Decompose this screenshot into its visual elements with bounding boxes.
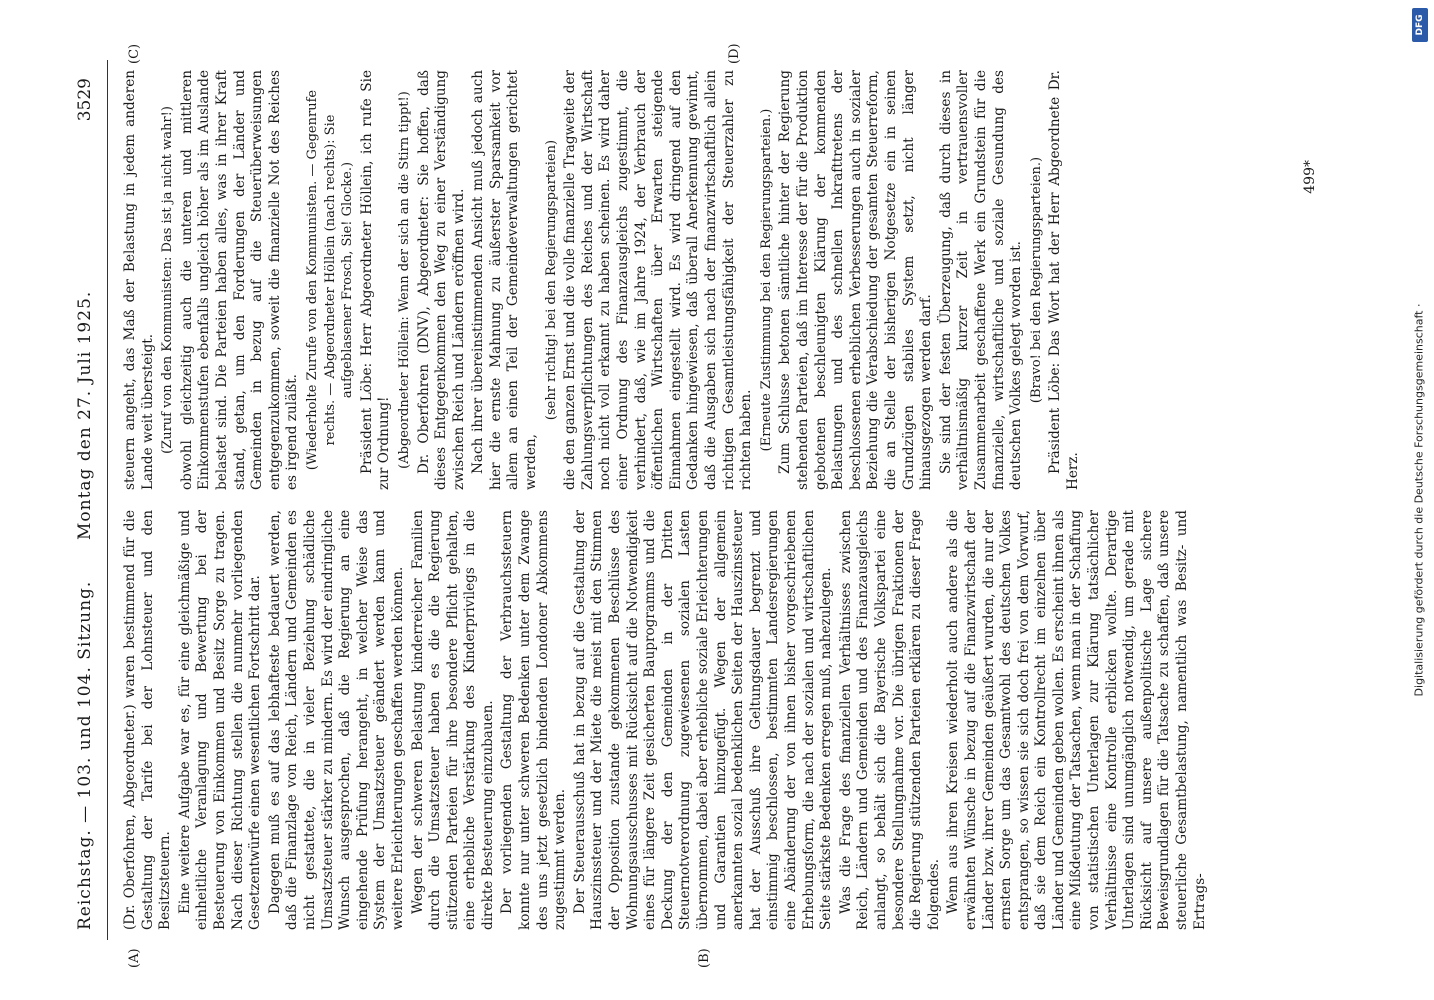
paragraph: die den ganzen Ernst und die volle finanzielle Tragweite der Zahlungsverpflichtungen des Reiches und der Wirtschaft noch nicht voll erkannt zu haben scheinen. Es wird daher einer Ordnung des Finanzausgleichs zugestimmt, die verhindert, daß, wie im Jahre 1924, der Verbrauch der öffentlichen Wirtschaften über Erwarten steigende Einnahmen eingestellt wird. Es wird dringend auf den Gedanken hingewiesen, daß überall Anerkennung gewinnt, daß die Ausgaben sich nach der finanzwirtschaftlich allein richtigen Gesamtleistungsfähigkeit der Steuerzahler zu richten haben. <box>562 70 755 490</box>
signature-mark: 499* <box>1302 160 1318 194</box>
interjection: (Bravo! bei den Regierungsparteien.) <box>1028 156 1044 404</box>
logo-text: DFG <box>1415 14 1425 36</box>
document-page <box>67 43 1367 968</box>
interjection: (Erneute Zustimmung bei den Regierungsparteien.) <box>758 108 774 452</box>
page-header <box>67 60 108 940</box>
speaker-paragraph: Präsident Löbe: Herr Abgeordneter Höllein, ich rufe Sie zur Ordnung! <box>358 70 393 490</box>
speaker-paragraph: Präsident Löbe: Das Wort hat der Herr Abgeordnete Dr. Herz. <box>1047 70 1081 490</box>
interjection: (Wiederholte Zurufe von den Kommunisten. — Gegenrufe rechts. — Abgeordneter Höllein (nach rechts): Sie aufgeblasener Frosch, Sie! Glocke.) <box>304 89 356 471</box>
paragraph: Nach ihrer übereinstimmenden Ansicht muß jedoch auch hier die ernste Mahnung zu äußerster Sparsamkeit vor allem an einen Teil der Gemeindeverwaltungen gerichtet werden, <box>470 70 540 490</box>
margin-marker-a: (A) <box>127 948 142 968</box>
speaker-paragraph: Dr. Oberfohren (DNV), Abgeordneter: Sie hoffen, daß dieses Entgegenkommen den Weg zu einer Verständigung zwischen Reich und Ländern eröffnen wird. <box>415 70 467 490</box>
right-column <box>122 70 1272 490</box>
paragraph: Was die Frage des finanziellen Verhältnisses zwischen Reich, Ländern und Gemeinden und des Finanzausgleichs anlangt, so behält sich die Bayerische Volkspartei eine besondere Stellungnahme vor. Die übrigen Fraktionen der die Regierung stützenden Parteien erklären zu dieser Frage folgendes. <box>837 510 942 930</box>
paragraph: Der vorliegenden Gestaltung der Verbrauchssteuern konnte nur unter schweren Bedenken unter dem Zwange des uns jetzt gesetzlich bindenden Londoner Abkommens zugestimmt werden. <box>499 510 569 930</box>
paragraph: Zum Schlusse betonen sämtliche hinter der Regierung stehenden Parteien, daß im Interesse der für die Produktion gebotenen beschleunigten Klärung der kommenden Belastungen und des schnellen Inkrafttretens der beschlossenen erheblichen Verbesserungen auch in sozialer Beziehung die Verabschiedung der gesamten Steuerreform, die an Stelle der bisherigen Notgesetze ein in seinen Grundzügen stabiles System setzt, nicht länger hinausgezogen werden darf. <box>777 70 935 490</box>
paragraph: Der Steuerausschuß hat in bezug auf die Gestaltung der Hauszinssteuer und der Miete die meist mit den Stimmen der Opposition zustande gekommenen Beschlüsse des Wohnungsausschusses mit Rücksicht auf die Notwendigkeit eines für längere Zeit gesicherten Bauprogramms und die Deckung der den Gemeinden in der Dritten Steuernotverordnung zugewiesenen sozialen Lasten übernommen, dabei aber erhebliche soziale Erleichterungen und Garantien hinzugefügt. Wegen der allgemein anerkannten sozial bedenklichen Seiten der Hauszinssteuer hat der Ausschuß ihre Geltungsdauer begrenzt und einstimmig beschlossen, bestimmten Landesregierungen eine Abänderung der von ihnen bisher vorgeschriebenen Erhebungsform, die nach der sozialen und wirtschaftlichen Seite stärkste Bedenken erregen muß, nahezulegen. <box>571 510 835 930</box>
margin-marker-b: (B) <box>697 948 712 968</box>
digitization-credit <box>1406 0 1432 1000</box>
paragraph: Dagegen muß es auf das lebhafteste bedauert werden, daß die Finanzlage von Reich, Ländern und Gemeinden es nicht gestattete, die in vieler Beziehung schädliche Umsatzsteuer stärker zu mindern. Es wird der eindringliche Wunsch ausgesprochen, daß die Regierung an eine eingehende Prüfung herangeht, in welcher Weise das System der Umsatzsteuer geändert werden kann und weitere Erleichterungen geschaffen werden können. <box>266 510 406 930</box>
interjection: (Zuruf von den Kommunisten: Das ist ja nicht wahr!) <box>160 106 176 454</box>
interjection: (sehr richtig! bei den Regierungsparteien) <box>543 139 559 421</box>
credit-text: Digitalisierung gefördert durch die Deutsche Forschungsgemeinschaft · <box>1412 303 1426 697</box>
paragraph: steuern angeht, das Maß der Belastung in jedem anderen Lande weit übersteigt. <box>122 70 156 490</box>
paragraph: Sie sind der festen Überzeugung, daß durch dieses in verhältnismäßig kurzer Zeit in vertrauensvoller Zusammenarbeit geschaffene Werk ein Grundstein für die finanzielle, wirtschaftliche und soziale Gesundung des deutschen Volkes gelegt worden ist. <box>937 70 1025 490</box>
paragraph: (Dr. Oberfohren, Abgeordneter.) waren bestimmend für die Gestaltung der Tarife bei der Lohnsteuer und den Besitzsteuern. <box>122 510 174 930</box>
page-number: 3529 <box>75 78 95 122</box>
margin-marker-c: (C) <box>127 43 142 64</box>
paragraph: Wenn aus ihren Kreisen wiederholt auch andere als die erwähnten Wünsche in bezug auf die Finanzwirtschaft der Länder bzw. ihrer Gemeinden geäußert wurden, die nur der ernsten Sorge um das Gesamtwohl des deutschen Volkes entsprangen, so wissen sie sich doch frei von dem Vorwurf, daß sie dem Reich ein Kontrollrecht im einzelnen über Länder und Gemeinden geben wollen. Es erscheint ihnen als eine Mißdeutung der Tatsachen, wenn man in der Schaffung von statistischen Unterlagen zur Klärung tatsächlicher Verhältnisse eine Kontrolle erblicken wollte. Derartige Unterlagen sind unumgänglich notwendig, um gerade mit Rücksicht auf unsere außenpolitische Lage sichere Beweisgrundlagen für die Tatsache zu schaffen, daß unsere steuerliche Gesamtbelastung, namentlich was Besitz- und Ertrags- <box>945 510 1208 930</box>
paragraph: Wegen der schweren Belastung kinderreicher Familien durch die Umsatzsteuer haben es die die Regierung stützenden Parteien für ihre besondere Pflicht gehalten, eine erhebliche Verstärkung des Kinderprivilegs in die direkte Besteuerung einzubauen. <box>409 510 496 930</box>
paragraph: Eine weitere Aufgabe war es, für eine gleichmäßige und einheitliche Veranlagung und Bewertung bei der Besteuerung von Einkommen und Besitz Sorge zu tragen. Nach dieser Richtung stellen die nunmehr vorliegenden Gesetzentwürfe einen wesentlichen Fortschritt dar. <box>176 510 264 930</box>
interjection: (Abgeordneter Höllein: Wenn der sich an die Stirn tippt!) <box>396 91 412 469</box>
header-date: Montag den 27. Juli 1925. <box>75 290 95 540</box>
left-column <box>122 510 1272 930</box>
margin-marker-d: (D) <box>727 43 742 64</box>
header-session: Reichstag. — 103. und 104. Sitzung. <box>75 580 95 930</box>
paragraph: obwohl gleichzeitig auch die unteren und mittleren Einkommenstufen ebenfalls ungleich höher als im Auslande belastet sind. Die Parteien haben alles, was in ihrer Kraft stand, getan, um den Forderungen der Länder und Gemeinden in bezug auf die Steuerüberweisungen entgegenzukommen, soweit die finanzielle Not des Reiches es irgend zuläßt. <box>178 70 301 490</box>
